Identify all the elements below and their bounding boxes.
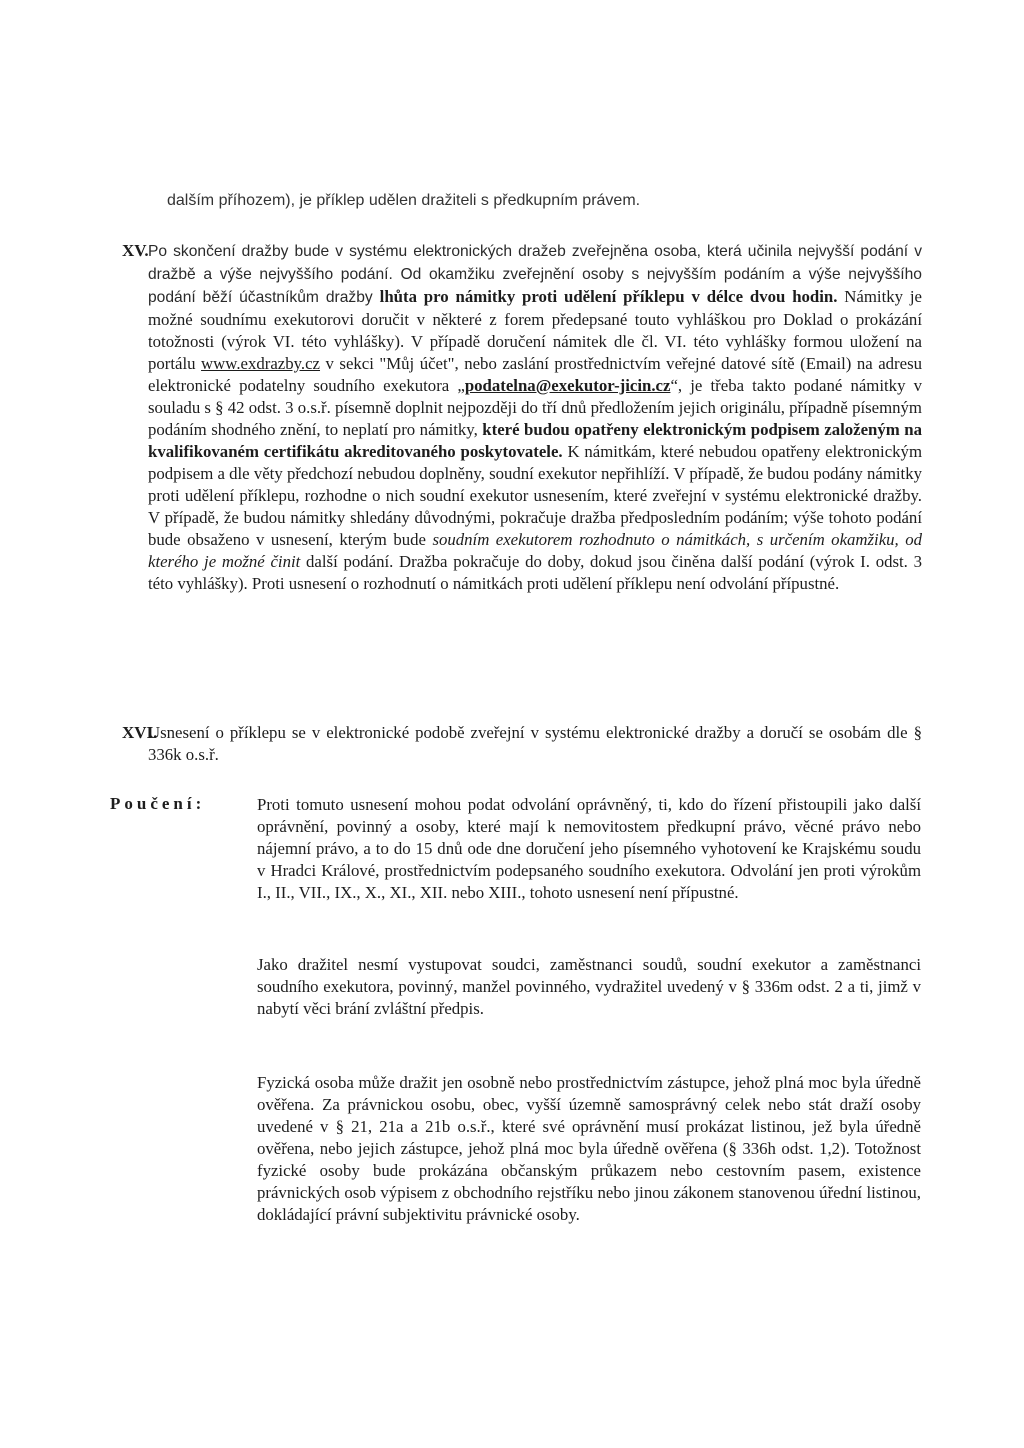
pouceni-paragraph-2: Jako dražitel nesmí vystupovat soudci, zaměstnanci soudů, soudní exekutor a zaměstnanci soudního exekutora, povinný, manžel povinného, vydražitel uvedený v § 336m odst. 2 a ti, jimž v nabytí věci brání zvláštní předpis. — [257, 955, 921, 1018]
section-xvi-text: Usnesení o příklepu se v elektronické podobě zveřejní v systému elektronické dražby a doručí se osobám dle § 336k o.s.ř. — [148, 723, 922, 764]
intro-line: dalším příhozem), je příklep udělen dražiteli s předkupním právem. — [167, 192, 641, 209]
pouceni-paragraph-1: Proti tomuto usnesení mohou podat odvolání oprávněný, ti, kdo do řízení přistoupili jako další oprávnění, povinný a osoby, které mají k nemovitostem předkupní právo, věcné právo nebo nájemní právo, a to do 15 dnů ode dne doručení jeho písemného vyhotovení ke Krajskému soudu v Hradci Králové, prostřednictvím podepsaného soudního exekutora. Odvolání jen proti výrokům I., II., VII., IX., X., XI., XII. nebo XIII., tohoto usnesení není přípustné. — [257, 795, 921, 902]
pouceni-paragraph-3: Fyzická osoba může dražit jen osobně nebo prostřednictvím zástupce, jehož plná moc byla úředně ověřena. Za právnickou osobu, obec, vyšší územně samosprávný celek nebo stát draží osoby uvedené v § 21, 21a a 21b o.s.ř., které své oprávnění musí prokázat listinou, jež byla úředně ověřena, nebo jejich zástupce, jehož plná moc byla úředně ověřena (§ 336h odst. 1,2). Totožnost fyzické osoby bude prokázána občanským průkazem nebo cestovním pasem, existence právnických osob výpisem z obchodního rejstříku nebo jinou zákonem stanovenou úřední listinou, dokládající právní subjektivitu právnické osoby. — [257, 1073, 921, 1224]
email-link[interactable]: podatelna@exekutor-jicin.cz — [464, 376, 671, 395]
pouceni-label: Poučení: — [110, 794, 206, 813]
section-xv-part6: další podání. Dražba pokračuje do doby, dokud jsou činěna další podání (výrok I. odst. 3 této vyhlášky). Proti usnesení o rozhodnutí o námitkách proti udělení příklepu není odvolání přípustné. — [148, 552, 922, 593]
portal-link[interactable]: www.exdrazby.cz — [201, 354, 321, 373]
section-xv-italic: soudním exekutorem rozhodnuto o námitkách, s určením okamžiku, od kterého je možné činit — [148, 530, 923, 571]
section-xv-bold-signature: které budou opatřeny elektronickým podpisem založeným na kvalifikovaném certifikátu akreditovaného poskytovatele. — [148, 420, 922, 461]
section-xv-label: XV. — [122, 241, 149, 260]
section-xvi-label: XVI. — [122, 723, 158, 742]
section-xv-part3: v sekci "Můj účet", nebo zaslání prostřednictvím veřejné datové sítě (Email) na adresu elektronické podatelny soudního exekutora „ — [148, 354, 922, 395]
section-xv-part1: Po skončení dražby bude v systému elektronických dražeb zveřejněna osoba, která učinila nejvyšší podání v dražbě a výše nejvyššího podání. Od okamžiku zveřejnění osoby s nejvyšším podáním a výše nejvyššího podání běží účastníkům dražby — [148, 243, 922, 306]
section-xv-bold-deadline: lhůta pro námitky proti udělení příklepu v délce dvou hodin. — [379, 287, 838, 306]
section-xv-part2: Námitky je možné soudnímu exekutorovi doručit v některé z forem předepsané touto vyhláškou pro Doklad o prokázání totožnosti (výrok VI. této vyhlášky). V případě doručení námitek dle čl. VI. této vyhlášky formou uložení na portálu — [148, 287, 922, 373]
section-xv-part5: K námitkám, které nebudou opatřeny elektronickým podpisem a dle věty předchozí nebudou doplněny, soudní exekutor nepřihlíží. V případě, že budou podány námitky proti udělení příklepu, rozhodne o nich soudní exekutor usnesením, které zveřejní v systému elektronické dražby. V případě, že budou námitky shledány důvodnými, pokračuje dražba předposledním podáním; výše tohoto podání bude obsaženo v usnesení, kterým bude — [148, 442, 922, 549]
section-xv-text — [148, 240, 922, 595]
section-xv-part4: “, je třeba takto podané námitky v souladu s § 42 odst. 3 o.s.ř. písemně doplnit nejpozději do tří dnů předložením jejich originálu, případně písemným podáním shodného znění, to neplatí pro námitky, — [148, 376, 923, 439]
